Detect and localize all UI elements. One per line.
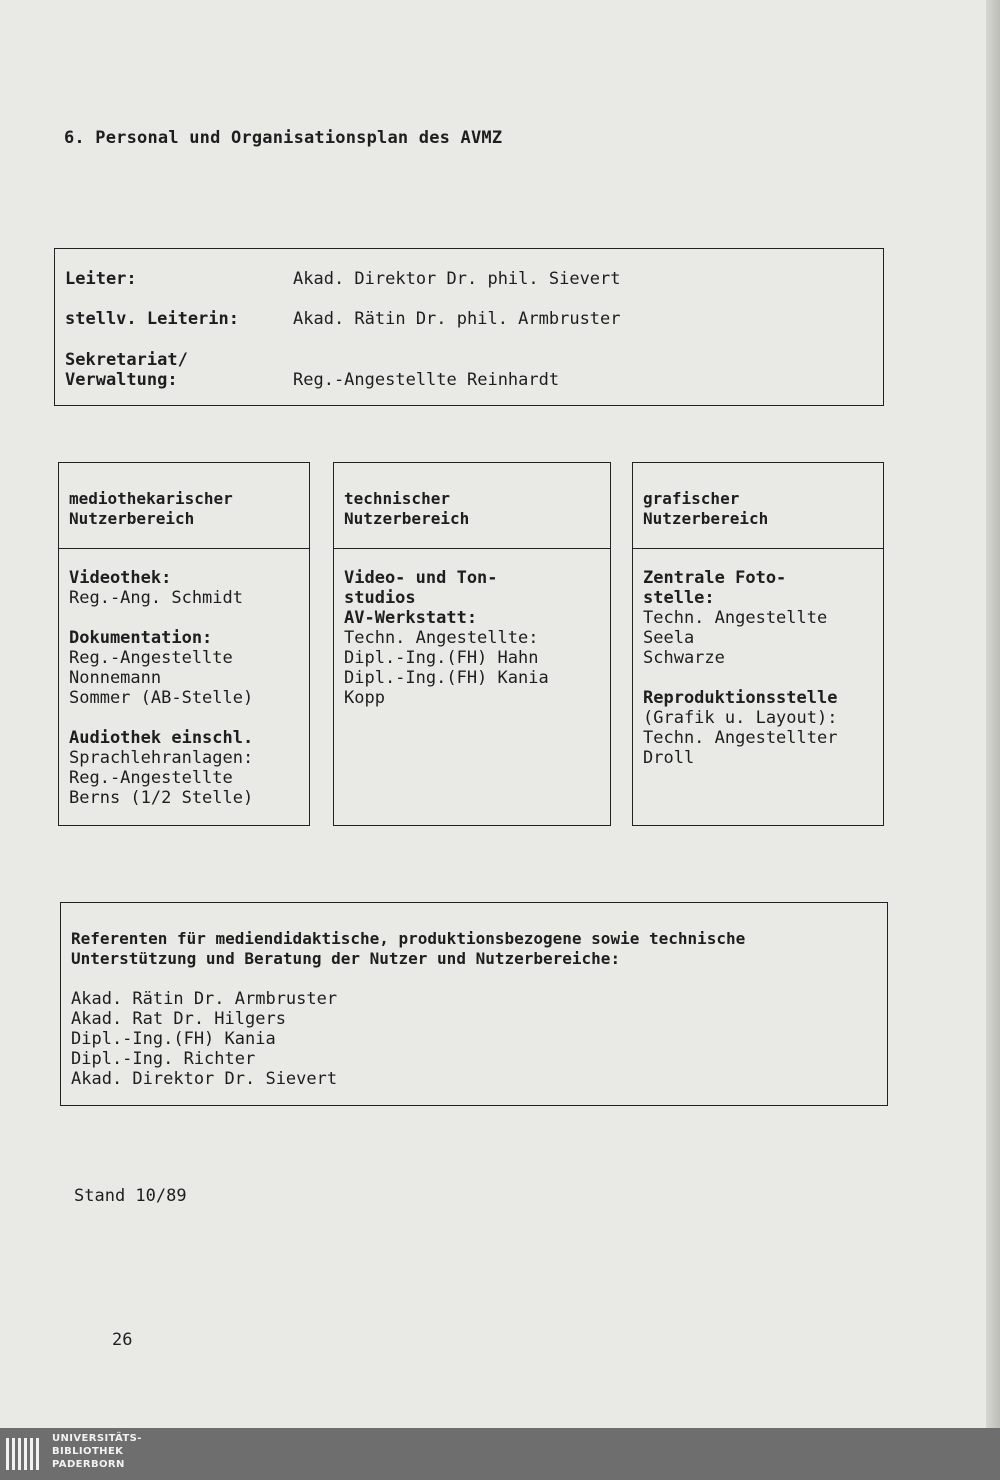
section-title: AV-Werkstatt: xyxy=(344,608,478,628)
leadership-value: Akad. Rätin Dr. phil. Armbruster xyxy=(293,309,621,329)
section-title: Audiothek einschl. xyxy=(69,728,254,748)
leadership-label: Sekretariat/ xyxy=(65,350,188,370)
referent-name: Dipl.-Ing.(FH) Kania xyxy=(71,1029,276,1049)
leadership-value: Reg.-Angestellte Reinhardt xyxy=(293,370,560,390)
section-title: Dokumentation: xyxy=(69,628,213,648)
section-line: Schwarze xyxy=(643,648,725,668)
section-line: Dipl.-Ing.(FH) Kania xyxy=(344,668,549,688)
leadership-label: Verwaltung: xyxy=(65,370,178,390)
referent-name: Dipl.-Ing. Richter xyxy=(71,1049,256,1069)
section-line: Kopp xyxy=(344,688,385,708)
referents-title: Referenten für mediendidaktische, produktionsbezogene sowie technische Unterstützung und Beratung der Nutzer und Nutzerbereiche: xyxy=(71,929,746,968)
status-date: Stand 10/89 xyxy=(74,1186,187,1206)
area-box-mediothekarisch xyxy=(58,462,310,826)
section-title: stelle: xyxy=(643,588,715,608)
referents-box xyxy=(60,902,888,1106)
section-line: Reg.-Angestellte xyxy=(69,768,233,788)
library-logo-text xyxy=(52,1432,142,1471)
area-title xyxy=(334,463,610,549)
page-heading: 6. Personal und Organisationsplan des AVMZ xyxy=(64,128,503,148)
section-gap xyxy=(69,708,305,728)
page-edge-shadow xyxy=(986,0,1000,1428)
leadership-label: Leiter: xyxy=(65,269,137,289)
section-line: Berns (1/2 Stelle) xyxy=(69,788,254,808)
area-box-grafisch xyxy=(632,462,884,826)
area-title-line: Nutzerbereich xyxy=(643,509,769,528)
area-body xyxy=(344,568,606,708)
area-title-line: grafischer xyxy=(643,489,740,508)
section-title: Zentrale Foto- xyxy=(643,568,787,588)
area-title-line: technischer xyxy=(344,489,450,508)
section-line: Sommer (AB-Stelle) xyxy=(69,688,254,708)
referent-name: Akad. Direktor Dr. Sievert xyxy=(71,1069,338,1089)
referents-list xyxy=(71,989,337,1089)
section-line: Techn. Angestellter xyxy=(643,728,838,748)
section-title: Videothek: xyxy=(69,568,172,588)
section-line: Techn. Angestellte: xyxy=(344,628,539,648)
area-title-line: Nutzerbereich xyxy=(344,509,470,528)
section-title: Reproduktionsstelle xyxy=(643,688,838,708)
page-number: 26 xyxy=(112,1330,133,1350)
section-line: Seela xyxy=(643,628,695,648)
library-logo-icon xyxy=(6,1434,44,1474)
section-gap xyxy=(643,668,879,688)
section-line: Techn. Angestellte xyxy=(643,608,828,628)
section-line: Reg.-Angestellte xyxy=(69,648,233,668)
library-logo-line: BIBLIOTHEK xyxy=(52,1446,124,1457)
leadership-box xyxy=(54,248,884,406)
leadership-value: Akad. Direktor Dr. phil. Sievert xyxy=(293,269,621,289)
section-line: Droll xyxy=(643,748,695,768)
section-title: studios xyxy=(344,588,416,608)
area-title xyxy=(633,463,883,549)
library-logo-line: PADERBORN xyxy=(52,1459,125,1470)
leadership-label: stellv. Leiterin: xyxy=(65,309,239,329)
area-title-line: Nutzerbereich xyxy=(69,509,195,528)
referent-name: Akad. Rat Dr. Hilgers xyxy=(71,1009,286,1029)
referent-name: Akad. Rätin Dr. Armbruster xyxy=(71,989,338,1009)
section-line: Nonnemann xyxy=(69,668,162,688)
section-line: Dipl.-Ing.(FH) Hahn xyxy=(344,648,539,668)
section-line: Reg.-Ang. Schmidt xyxy=(69,588,243,608)
library-logo-line: UNIVERSITÄTS- xyxy=(52,1433,142,1444)
section-line: (Grafik u. Layout): xyxy=(643,708,838,728)
area-title xyxy=(59,463,309,549)
library-footer xyxy=(0,1428,1000,1480)
area-box-technisch xyxy=(333,462,611,826)
section-line: Sprachlehranlagen: xyxy=(69,748,254,768)
area-title-line: mediothekarischer xyxy=(69,489,233,508)
area-body xyxy=(643,568,879,768)
area-body xyxy=(69,568,305,808)
section-title: Video- und Ton- xyxy=(344,568,498,588)
section-gap xyxy=(69,608,305,628)
